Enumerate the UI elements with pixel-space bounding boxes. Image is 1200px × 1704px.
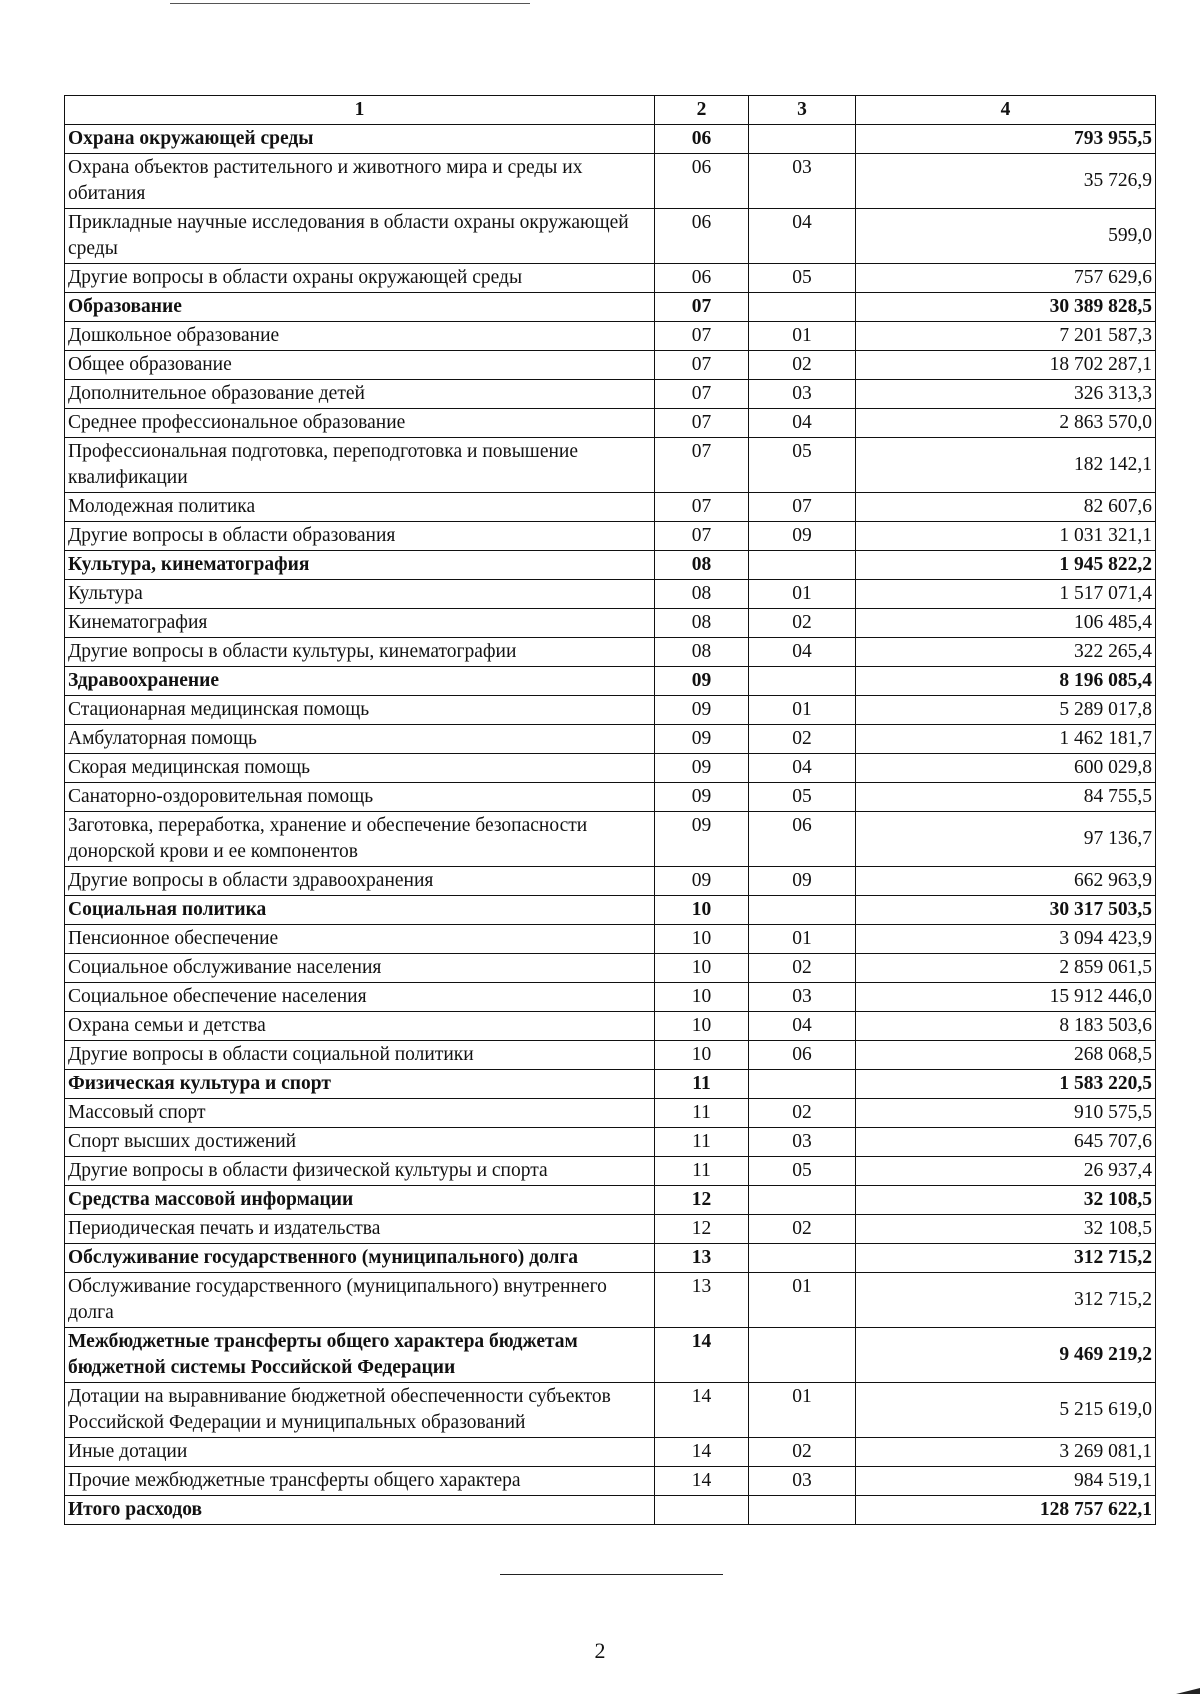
section-row	[65, 1244, 1156, 1273]
table-row	[65, 696, 1156, 725]
row-amount: 312 715,2	[856, 1273, 1156, 1328]
row-section-code: 07	[655, 493, 749, 522]
table-row	[65, 1041, 1156, 1070]
row-name: Санаторно-оздоровительная помощь	[65, 783, 655, 812]
row-name: Кинематография	[65, 609, 655, 638]
row-name: Физическая культура и спорт	[65, 1070, 655, 1099]
row-section-code: 08	[655, 551, 749, 580]
section-row	[65, 293, 1156, 322]
row-name: Прочие межбюджетные трансферты общего характера	[65, 1467, 655, 1496]
row-amount: 1 945 822,2	[856, 551, 1156, 580]
row-section-code: 09	[655, 696, 749, 725]
row-name: Среднее профессиональное образование	[65, 409, 655, 438]
row-subsection-code	[749, 293, 856, 322]
row-amount: 3 094 423,9	[856, 925, 1156, 954]
row-subsection-code: 06	[749, 812, 856, 867]
row-subsection-code: 01	[749, 696, 856, 725]
table-row	[65, 351, 1156, 380]
row-amount: 8 183 503,6	[856, 1012, 1156, 1041]
row-name: Межбюджетные трансферты общего характера бюджетам бюджетной системы Российской Федерации	[65, 1328, 655, 1383]
row-name: Охрана объектов растительного и животного мира и среды их обитания	[65, 154, 655, 209]
table-row	[65, 812, 1156, 867]
row-subsection-code: 01	[749, 322, 856, 351]
row-subsection-code: 04	[749, 409, 856, 438]
row-subsection-code	[749, 1186, 856, 1215]
row-subsection-code: 06	[749, 1041, 856, 1070]
row-amount: 1 462 181,7	[856, 725, 1156, 754]
expenditure-table	[64, 95, 1156, 1525]
header-col-2: 2	[655, 96, 749, 125]
row-subsection-code: 05	[749, 438, 856, 493]
row-subsection-code: 05	[749, 264, 856, 293]
table-row	[65, 867, 1156, 896]
row-subsection-code: 03	[749, 1128, 856, 1157]
row-subsection-code	[749, 667, 856, 696]
row-subsection-code: 02	[749, 351, 856, 380]
table-row	[65, 322, 1156, 351]
row-section-code: 10	[655, 954, 749, 983]
row-name: Культура, кинематография	[65, 551, 655, 580]
row-name: Молодежная политика	[65, 493, 655, 522]
row-name: Прикладные научные исследования в области охраны окружающей среды	[65, 209, 655, 264]
row-name: Социальное обеспечение населения	[65, 983, 655, 1012]
table-row	[65, 954, 1156, 983]
row-subsection-code: 05	[749, 783, 856, 812]
table-row	[65, 1273, 1156, 1328]
row-amount: 599,0	[856, 209, 1156, 264]
section-row	[65, 1070, 1156, 1099]
row-name: Обслуживание государственного (муниципального) долга	[65, 1244, 655, 1273]
row-amount: 97 136,7	[856, 812, 1156, 867]
row-amount: 30 317 503,5	[856, 896, 1156, 925]
section-row	[65, 667, 1156, 696]
row-name: Профессиональная подготовка, переподготовка и повышение квалификации	[65, 438, 655, 493]
row-name: Дополнительное образование детей	[65, 380, 655, 409]
row-amount: 326 313,3	[856, 380, 1156, 409]
row-subsection-code	[749, 1244, 856, 1273]
row-section-code: 07	[655, 351, 749, 380]
row-name: Общее образование	[65, 351, 655, 380]
table-row	[65, 783, 1156, 812]
table-row	[65, 209, 1156, 264]
row-subsection-code	[749, 1496, 856, 1525]
section-row	[65, 1328, 1156, 1383]
row-subsection-code: 09	[749, 867, 856, 896]
header-col-4: 4	[856, 96, 1156, 125]
row-amount: 3 269 081,1	[856, 1438, 1156, 1467]
row-subsection-code: 03	[749, 1467, 856, 1496]
row-name: Другие вопросы в области образования	[65, 522, 655, 551]
table-row	[65, 264, 1156, 293]
row-amount: 984 519,1	[856, 1467, 1156, 1496]
row-section-code: 13	[655, 1273, 749, 1328]
row-amount: 645 707,6	[856, 1128, 1156, 1157]
row-subsection-code: 05	[749, 1157, 856, 1186]
section-row	[65, 1496, 1156, 1525]
row-name: Социальная политика	[65, 896, 655, 925]
row-amount: 32 108,5	[856, 1186, 1156, 1215]
table-row	[65, 638, 1156, 667]
row-amount: 5 289 017,8	[856, 696, 1156, 725]
row-section-code: 11	[655, 1099, 749, 1128]
row-name: Периодическая печать и издательства	[65, 1215, 655, 1244]
row-amount: 662 963,9	[856, 867, 1156, 896]
row-section-code: 14	[655, 1467, 749, 1496]
row-section-code: 12	[655, 1186, 749, 1215]
row-subsection-code: 02	[749, 1099, 856, 1128]
row-section-code: 14	[655, 1383, 749, 1438]
row-section-code: 07	[655, 322, 749, 351]
table-row	[65, 1012, 1156, 1041]
row-section-code: 08	[655, 609, 749, 638]
row-section-code: 06	[655, 125, 749, 154]
row-section-code: 14	[655, 1438, 749, 1467]
row-amount: 8 196 085,4	[856, 667, 1156, 696]
row-subsection-code	[749, 1070, 856, 1099]
row-section-code: 09	[655, 783, 749, 812]
row-subsection-code: 03	[749, 154, 856, 209]
row-section-code: 06	[655, 209, 749, 264]
row-name: Иные дотации	[65, 1438, 655, 1467]
row-name: Стационарная медицинская помощь	[65, 696, 655, 725]
row-subsection-code: 02	[749, 725, 856, 754]
table-row	[65, 154, 1156, 209]
table-row	[65, 983, 1156, 1012]
row-subsection-code: 01	[749, 1273, 856, 1328]
row-subsection-code: 04	[749, 754, 856, 783]
row-name: Охрана окружающей среды	[65, 125, 655, 154]
table-row	[65, 725, 1156, 754]
row-amount: 82 607,6	[856, 493, 1156, 522]
row-amount: 106 485,4	[856, 609, 1156, 638]
end-of-table-rule	[500, 1574, 723, 1575]
row-section-code: 09	[655, 867, 749, 896]
row-amount: 1 517 071,4	[856, 580, 1156, 609]
row-subsection-code: 01	[749, 925, 856, 954]
section-row	[65, 125, 1156, 154]
row-name: Спорт высших достижений	[65, 1128, 655, 1157]
table-row	[65, 1157, 1156, 1186]
row-section-code: 09	[655, 725, 749, 754]
row-name: Другие вопросы в области здравоохранения	[65, 867, 655, 896]
row-subsection-code: 03	[749, 983, 856, 1012]
row-name: Другие вопросы в области культуры, кинематографии	[65, 638, 655, 667]
row-name: Охрана семьи и детства	[65, 1012, 655, 1041]
row-section-code: 10	[655, 925, 749, 954]
row-amount: 30 389 828,5	[856, 293, 1156, 322]
section-row	[65, 1186, 1156, 1215]
row-section-code: 11	[655, 1157, 749, 1186]
row-amount: 7 201 587,3	[856, 322, 1156, 351]
header-col-3: 3	[749, 96, 856, 125]
row-amount: 182 142,1	[856, 438, 1156, 493]
row-section-code: 12	[655, 1215, 749, 1244]
row-amount: 84 755,5	[856, 783, 1156, 812]
row-subsection-code: 03	[749, 380, 856, 409]
row-section-code: 07	[655, 522, 749, 551]
row-name: Социальное обслуживание населения	[65, 954, 655, 983]
row-subsection-code: 04	[749, 1012, 856, 1041]
table-body	[65, 96, 1156, 1525]
table-row	[65, 493, 1156, 522]
row-subsection-code	[749, 551, 856, 580]
table-row	[65, 754, 1156, 783]
table-row	[65, 1099, 1156, 1128]
row-subsection-code	[749, 125, 856, 154]
row-name: Другие вопросы в области охраны окружающей среды	[65, 264, 655, 293]
row-amount: 32 108,5	[856, 1215, 1156, 1244]
row-amount: 5 215 619,0	[856, 1383, 1156, 1438]
table-row	[65, 1438, 1156, 1467]
row-section-code: 09	[655, 812, 749, 867]
row-amount: 26 937,4	[856, 1157, 1156, 1186]
table-row	[65, 580, 1156, 609]
table-row	[65, 1215, 1156, 1244]
table-header-row	[65, 96, 1156, 125]
row-section-code: 09	[655, 667, 749, 696]
row-section-code: 07	[655, 293, 749, 322]
row-subsection-code: 04	[749, 209, 856, 264]
row-section-code: 13	[655, 1244, 749, 1273]
row-amount: 757 629,6	[856, 264, 1156, 293]
row-amount: 2 863 570,0	[856, 409, 1156, 438]
row-amount: 268 068,5	[856, 1041, 1156, 1070]
row-name: Образование	[65, 293, 655, 322]
row-subsection-code: 02	[749, 1215, 856, 1244]
row-amount: 18 702 287,1	[856, 351, 1156, 380]
row-name: Скорая медицинская помощь	[65, 754, 655, 783]
table-row	[65, 609, 1156, 638]
row-subsection-code: 09	[749, 522, 856, 551]
row-amount: 9 469 219,2	[856, 1328, 1156, 1383]
row-name: Средства массовой информации	[65, 1186, 655, 1215]
row-section-code: 07	[655, 409, 749, 438]
row-subsection-code: 04	[749, 638, 856, 667]
row-subsection-code: 02	[749, 954, 856, 983]
table-row	[65, 925, 1156, 954]
row-section-code: 11	[655, 1128, 749, 1157]
row-amount: 1 031 321,1	[856, 522, 1156, 551]
row-name: Здравоохранение	[65, 667, 655, 696]
row-name: Итого расходов	[65, 1496, 655, 1525]
table-row	[65, 438, 1156, 493]
row-amount: 35 726,9	[856, 154, 1156, 209]
row-subsection-code	[749, 1328, 856, 1383]
table-row	[65, 409, 1156, 438]
row-name: Амбулаторная помощь	[65, 725, 655, 754]
row-section-code: 08	[655, 580, 749, 609]
row-subsection-code: 01	[749, 580, 856, 609]
row-subsection-code: 01	[749, 1383, 856, 1438]
top-edge-line	[170, 3, 530, 4]
row-subsection-code: 07	[749, 493, 856, 522]
table-row	[65, 380, 1156, 409]
row-section-code: 06	[655, 154, 749, 209]
row-name: Массовый спорт	[65, 1099, 655, 1128]
page-number: 2	[594, 1638, 606, 1663]
row-amount: 793 955,5	[856, 125, 1156, 154]
row-name: Пенсионное обеспечение	[65, 925, 655, 954]
row-name: Заготовка, переработка, хранение и обеспечение безопасности донорской крови и ее компонентов	[65, 812, 655, 867]
row-name: Обслуживание государственного (муниципального) внутреннего долга	[65, 1273, 655, 1328]
row-amount: 322 265,4	[856, 638, 1156, 667]
row-section-code: 14	[655, 1328, 749, 1383]
row-section-code: 06	[655, 264, 749, 293]
corner-mark	[1176, 1688, 1200, 1694]
row-name: Дотации на выравнивание бюджетной обеспеченности субъектов Российской Федерации и муниципальных образований	[65, 1383, 655, 1438]
row-amount: 910 575,5	[856, 1099, 1156, 1128]
row-amount: 15 912 446,0	[856, 983, 1156, 1012]
row-name: Дошкольное образование	[65, 322, 655, 351]
row-section-code: 07	[655, 438, 749, 493]
row-subsection-code: 02	[749, 1438, 856, 1467]
row-amount: 1 583 220,5	[856, 1070, 1156, 1099]
table-row	[65, 1128, 1156, 1157]
row-section-code: 09	[655, 754, 749, 783]
table-row	[65, 1383, 1156, 1438]
row-name: Другие вопросы в области физической культуры и спорта	[65, 1157, 655, 1186]
row-section-code	[655, 1496, 749, 1525]
section-row	[65, 551, 1156, 580]
row-section-code: 11	[655, 1070, 749, 1099]
row-name: Другие вопросы в области социальной политики	[65, 1041, 655, 1070]
row-section-code: 07	[655, 380, 749, 409]
row-amount: 600 029,8	[856, 754, 1156, 783]
section-row	[65, 896, 1156, 925]
row-name: Культура	[65, 580, 655, 609]
row-section-code: 10	[655, 1012, 749, 1041]
table-row	[65, 522, 1156, 551]
row-section-code: 10	[655, 983, 749, 1012]
row-section-code: 10	[655, 896, 749, 925]
header-col-1: 1	[65, 96, 655, 125]
row-amount: 2 859 061,5	[856, 954, 1156, 983]
row-subsection-code: 02	[749, 609, 856, 638]
row-section-code: 08	[655, 638, 749, 667]
table-row	[65, 1467, 1156, 1496]
row-amount: 312 715,2	[856, 1244, 1156, 1273]
row-subsection-code	[749, 896, 856, 925]
row-section-code: 10	[655, 1041, 749, 1070]
row-amount: 128 757 622,1	[856, 1496, 1156, 1525]
